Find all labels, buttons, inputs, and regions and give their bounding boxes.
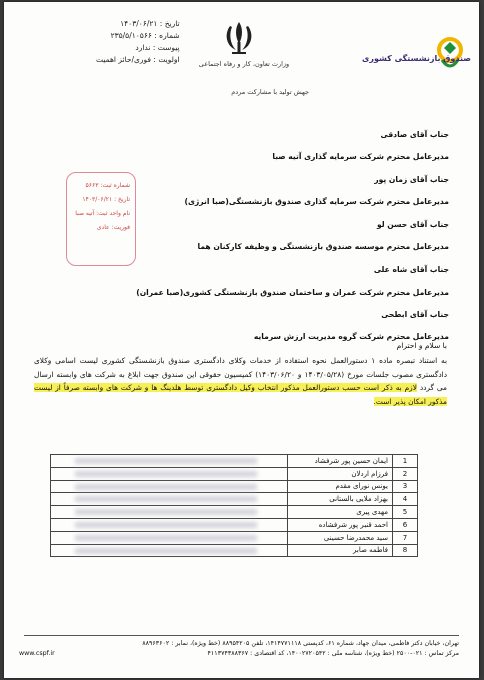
row-number: 3: [393, 480, 418, 493]
addressee-line: مدیرعامل محترم شرکت سرمایه گذاری آتیه صبا: [272, 152, 449, 161]
body-text: به استناد تبصره ماده ۱ دستورالعمل نحوه استفاده از خدمات وکلای دادگستری صندوق بازنشستگی کشوری لیست اسامی وکلای دادگستری مصوب جلسات مورخ (۱۴۰۳/۰۵/۲۸ و ۱۴۰۳/۰۶/۲۰) کمیسیون حقوقی این صندوق جهت ابلاغ به شرکت های وابسته ارسال می گردد: [34, 356, 448, 392]
redacted-cell: [51, 506, 288, 519]
addressee-line: مدیرعامل محترم شرکت گروه مدیریت ارزش سرمایه: [253, 332, 449, 341]
footer-address: تهران، خیابان دکتر فاطمی، میدان جهاد، شماره ۶۱، کدپستی ۱۴۱۴۷۷۱۱۱۸، تلفن ۸۸۹۵۴۲۰۵ (خط ویژه)، نمابر : ۸۸۹۶۳۶۰۲: [142, 640, 459, 647]
addressee-line: جناب آقای ابطحی: [381, 310, 449, 319]
addressee-line: جناب آقای زمان پور: [374, 175, 449, 184]
redacted-cell: [51, 544, 288, 557]
table-row: [51, 518, 418, 531]
row-number: 4: [393, 493, 418, 506]
number-label: شماره :: [154, 31, 180, 40]
stamp-date: تاریخ : ۱۴۰۳/۰۶/۲۱: [82, 196, 130, 203]
redaction-blur: [75, 522, 257, 528]
redacted-cell: [51, 480, 288, 493]
table-row: [51, 493, 418, 506]
row-number: 8: [393, 544, 418, 557]
letter-body: [34, 354, 447, 408]
letter-meta: [96, 18, 180, 66]
lawyer-name: یونس نورای مقدم: [288, 480, 393, 493]
lawyer-name: احمد قنبر پور شرفشاده: [288, 518, 393, 531]
table-row: [51, 544, 418, 557]
slogan: جهش تولید با مشارکت مردم: [231, 88, 309, 96]
lawyer-name: مهدی پیری: [288, 506, 393, 519]
row-number: 5: [393, 506, 418, 519]
date-value: ۱۴۰۳/۰۶/۲۱: [120, 19, 158, 28]
lawyer-name: فرزام اردلان: [288, 467, 393, 480]
redaction-blur: [75, 535, 257, 541]
table-row: [51, 531, 418, 544]
org-name: صندوق بازنشستگی کشوری: [362, 54, 471, 63]
footer-divider: [24, 635, 459, 636]
ministry-name: وزارت تعاون، کار و رفاه اجتماعی: [198, 60, 290, 68]
table-row: [51, 506, 418, 519]
redaction-blur: [75, 496, 257, 502]
footer-contact: مرکز تماس : ۰۲۱-۲۵۰۰ (خط ویژه)، شناسه ملی : ۱۴۰۰۲۷۲۰۵۴۲، کد اقتصادی : ۴۱۱۳۷۴۳۸۸۳۶۷: [207, 650, 459, 657]
table-row: [51, 455, 418, 468]
redaction-blur: [75, 484, 257, 490]
iran-emblem-icon: [218, 18, 260, 58]
addressee-line: جناب آقای شاه علی: [373, 265, 449, 274]
lawyer-name: فاطمه صابر: [288, 544, 393, 557]
addressee-line: مدیرعامل محترم شرکت عمران و ساختمان صندوق بازنشستگی کشوری(صبا عمران): [136, 288, 449, 297]
footer: [19, 639, 459, 659]
redacted-cell: [51, 493, 288, 506]
letter-page: [4, 2, 479, 678]
addressee-line: مدیرعامل محترم شرکت سرمایه گذاری صندوق بازنشستگی(صبا انرژی): [184, 197, 449, 206]
priority-value: فوری/حائز اهمیت: [96, 55, 152, 64]
redacted-cell: [51, 518, 288, 531]
attachment-label: پیوست :: [152, 43, 180, 52]
redacted-cell: [51, 455, 288, 468]
priority-label: اولویت :: [153, 55, 180, 64]
greeting: با سلام و احترام: [396, 341, 447, 350]
redaction-blur: [75, 548, 257, 554]
addressee-line: مدیرعامل محترم موسسه صندوق بازنشستگی و وظیفه کارکنان هما: [197, 242, 449, 251]
website-link[interactable]: www.cspf.ir: [19, 650, 55, 657]
registration-stamp: [66, 172, 136, 266]
row-number: 1: [393, 455, 418, 468]
lawyer-name: ایمان حسین پور شرفشاد: [288, 455, 393, 468]
redacted-cell: [51, 531, 288, 544]
addressee-line: جناب آقای حسن لو: [376, 220, 449, 229]
stamp-number: شماره ثبت: ۵۶۶۳: [85, 182, 130, 189]
stamp-unit: نام واحد ثبت: آتیه صبا: [75, 210, 130, 217]
redaction-blur: [75, 509, 257, 515]
number-value: ۲۳۵/۵/۱۰۵۶۶: [110, 31, 152, 40]
redaction-blur: [75, 458, 257, 464]
redacted-cell: [51, 467, 288, 480]
redaction-blur: [75, 471, 257, 477]
lawyer-name: سید محمدرضا حسینی: [288, 531, 393, 544]
row-number: 6: [393, 518, 418, 531]
lawyer-name: بهزاد ملایی بالستانی: [288, 493, 393, 506]
table-row: [51, 480, 418, 493]
table-row: [51, 467, 418, 480]
highlighted-text: لازم به ذکر است حسب دستورالعمل مذکور انتخاب وکیل دادگستری توسط هلدینگ ها و شرکت های وابسته صرفاً از لیست مذکور امکان پذیر است.: [34, 383, 447, 406]
row-number: 7: [393, 531, 418, 544]
lawyers-table: [50, 454, 418, 557]
date-label: تاریخ :: [159, 19, 180, 28]
attachment-value: ندارد: [135, 43, 151, 52]
row-number: 2: [393, 467, 418, 480]
addressee-line: جناب آقای صادقی: [380, 130, 449, 139]
stamp-priority: فوریت: عادی: [96, 224, 130, 231]
